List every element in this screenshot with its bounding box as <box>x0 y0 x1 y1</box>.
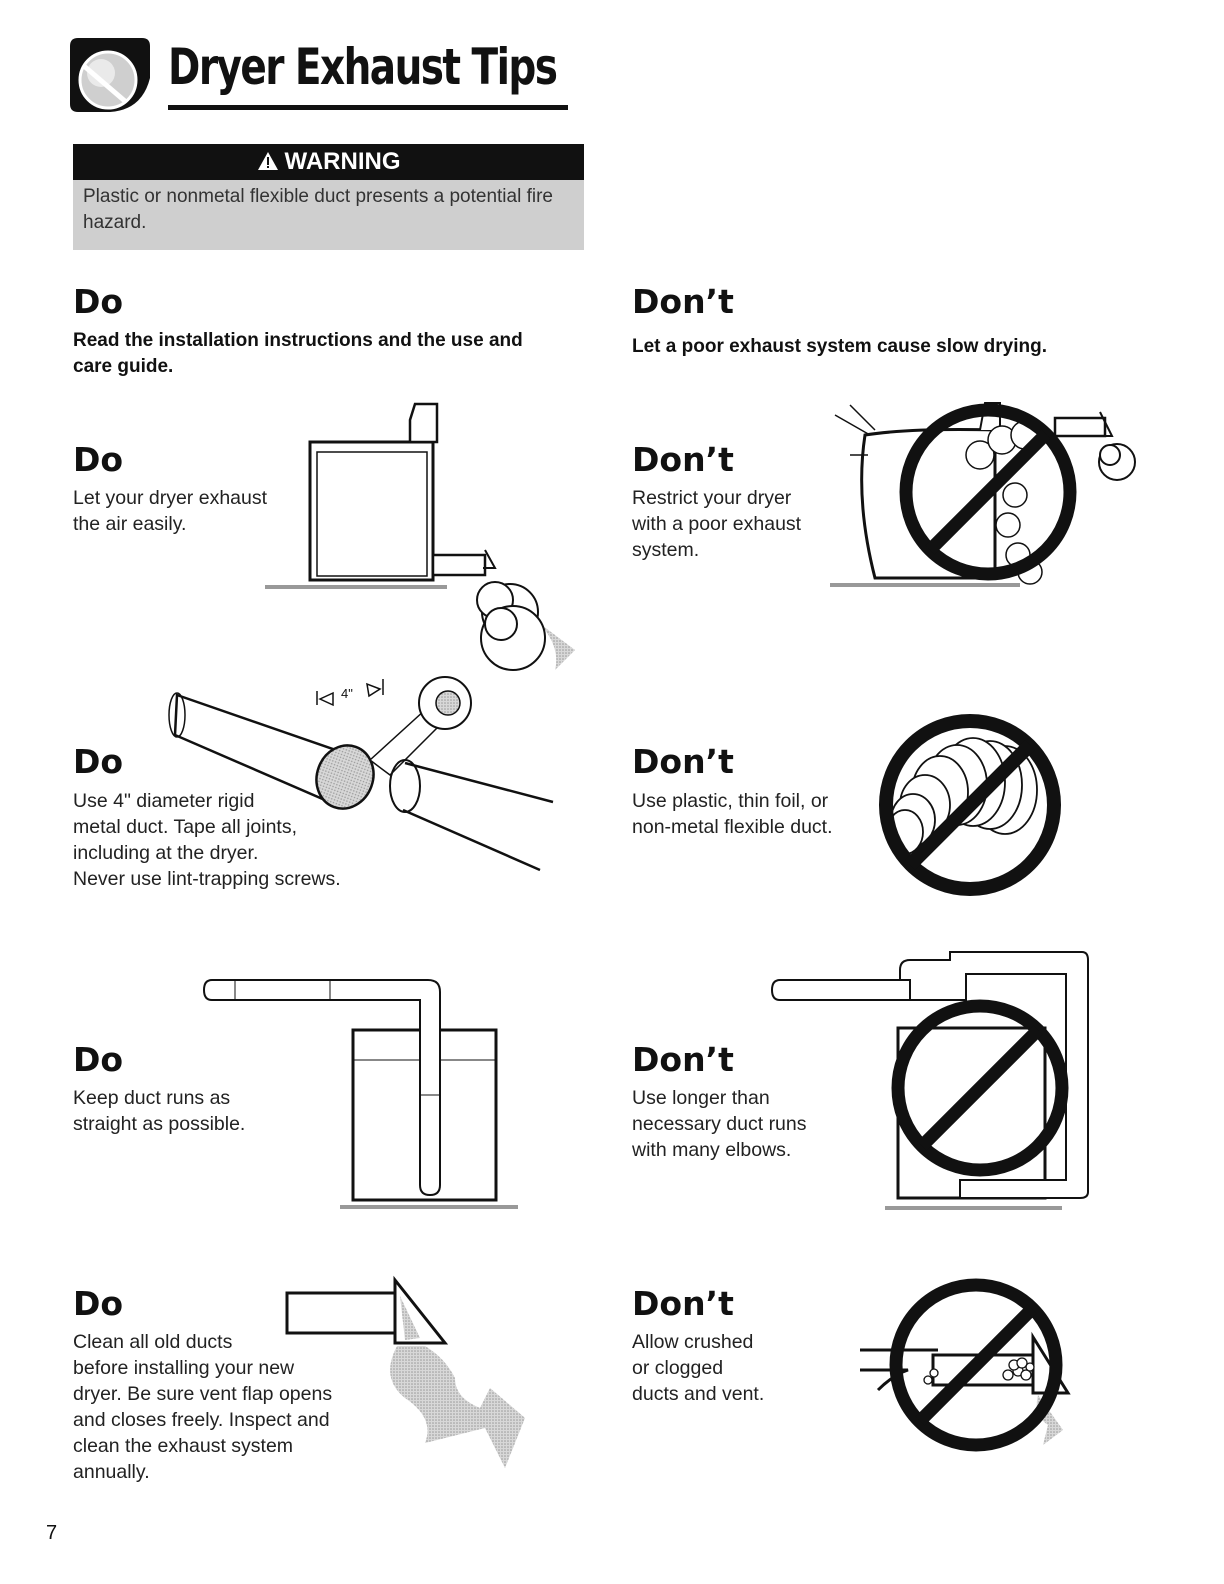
tip-7-heading: Do <box>73 1284 124 1323</box>
tip-8-heading: Don’t <box>632 1284 734 1323</box>
intro-dont-heading: Don’t <box>632 282 734 321</box>
long-duct-elbows-prohibited-icon <box>770 950 1095 1215</box>
warning-box <box>73 144 584 250</box>
tip-4-heading: Don’t <box>632 742 734 781</box>
clogged-vent-prohibited-icon <box>858 1275 1083 1465</box>
tip-3-heading: Do <box>73 742 124 781</box>
dryer-drum-icon <box>70 38 152 116</box>
title-underline <box>168 105 568 110</box>
intro-do-text: Read the installation instructions and the use and care guide. <box>73 330 523 377</box>
duct-dimension-label: 4" <box>341 686 353 701</box>
warning-label: WARNING <box>284 148 401 175</box>
tip-5-text: Keep duct runs as straight as possible. <box>73 1087 246 1135</box>
warning-text: Plastic or nonmetal flexible duct presents a potential fire hazard. <box>73 180 584 250</box>
tip-4-text: Use plastic, thin foil, or non-metal flexible duct. <box>632 790 833 838</box>
restricted-exhaust-prohibited-icon <box>830 400 1140 600</box>
dryer-good-exhaust-icon <box>265 400 585 690</box>
tip-1-text: Let your dryer exhaust the air easily. <box>73 487 268 535</box>
clean-vent-flap-icon <box>285 1278 530 1488</box>
tip-5-heading: Do <box>73 1040 124 1079</box>
tip-3-text: Use 4" diameter rigid metal duct. Tape all joints, including at the dryer. Never use lint-trapping screws. <box>73 790 341 890</box>
tip-6-heading: Don’t <box>632 1040 734 1079</box>
warning-header <box>73 144 584 180</box>
tip-6-text: Use longer than necessary duct runs with many elbows. <box>632 1087 807 1161</box>
straight-duct-run-icon <box>200 975 530 1215</box>
warning-triangle-icon <box>257 151 279 171</box>
tip-8-text: Allow crushed or clogged ducts and vent. <box>632 1331 765 1405</box>
tip-2-text: Restrict your dryer with a poor exhaust system. <box>632 487 802 561</box>
tip-2-heading: Don’t <box>632 440 734 479</box>
rigid-duct-tape-icon <box>165 675 565 890</box>
tip-7-text: Clean all old ducts before installing your new dryer. Be sure vent flap opens and closes freely. Inspect and clean the exhaust system annually. <box>73 1331 333 1483</box>
page-number: 7 <box>46 1522 58 1544</box>
intro-do-heading: Do <box>73 282 124 321</box>
intro-dont-text: Let a poor exhaust system cause slow drying. <box>632 336 1047 357</box>
flexible-duct-prohibited-icon <box>875 710 1075 905</box>
tip-1-heading: Do <box>73 440 124 479</box>
page-title: Dryer Exhaust Tips <box>168 38 557 96</box>
